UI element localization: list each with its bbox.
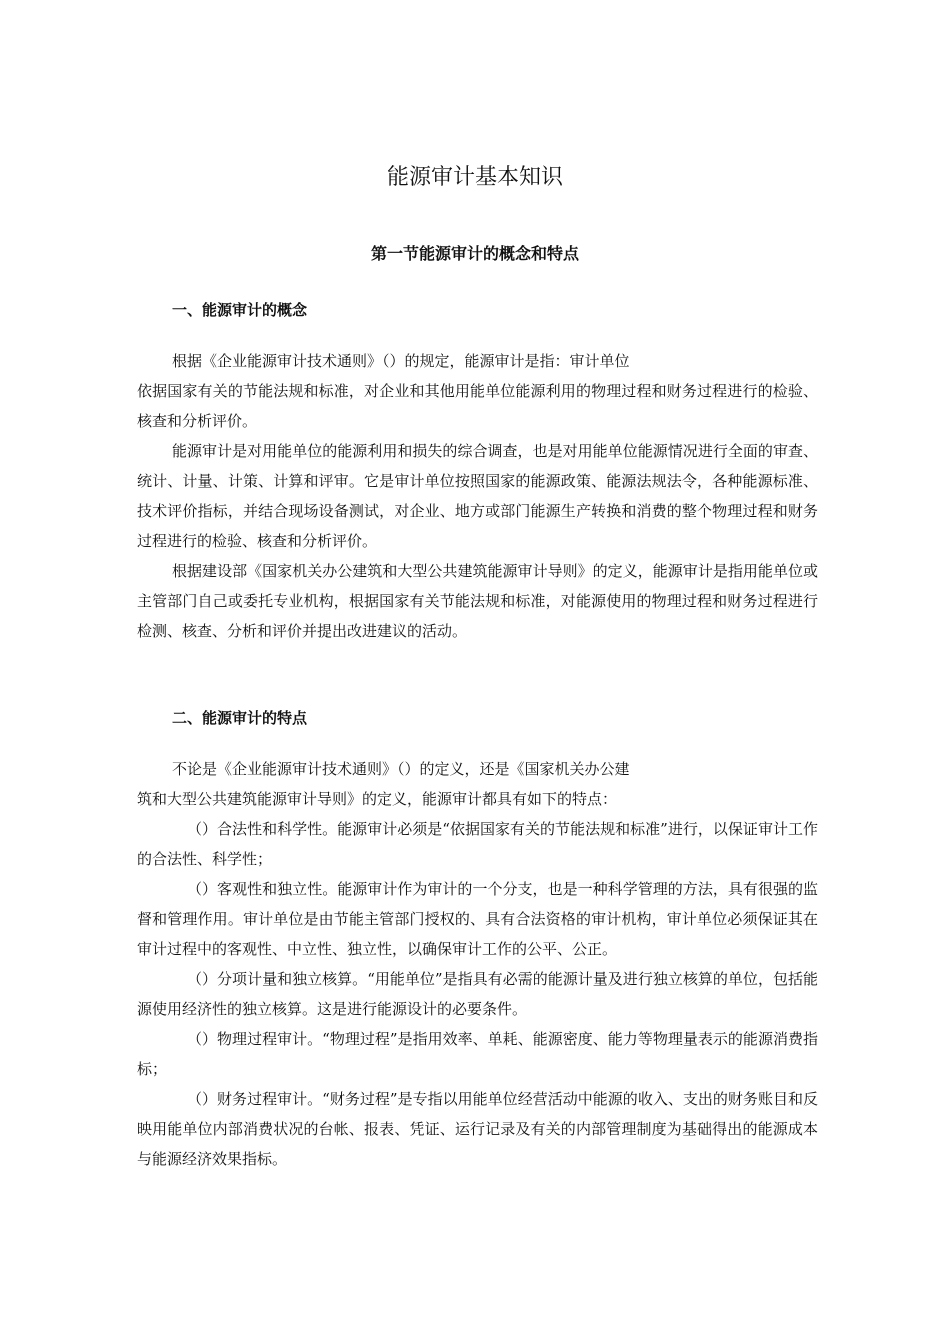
document-title: 能源审计基本知识 [386,165,563,190]
feature-item-metering: （）分项计量和独立核算。“用能单位”是指具有必需的能源计量及进行独立核算的单位，包括能源使用经济性的独立核算。这是进行能源设计的必要条件。 [137,970,818,1018]
concept-paragraph-1-rest: 依据国家有关的节能法规和标准，对企业和其他用能单位能源利用的物理过程和财务过程进行的检验、核查和分析评价。 [137,382,818,430]
feature-item-physical-process: （）物理过程审计。“物理过程”是指用效率、单耗、能源密度、能力等物理量表示的能源消费指标； [137,1030,818,1078]
feature-item-legality: （）合法性和科学性。能源审计必须是“依据国家有关的节能法规和标准”进行，以保证审计工作的合法性、科学性； [137,820,818,868]
features-block [137,754,818,1174]
features-intro-line-1: 不论是《企业能源审计技术通则》（）的定义，还是《国家机关办公建 [172,760,630,778]
concept-paragraph-1-line-1: 根据《企业能源审计技术通则》（）的规定，能源审计是指：审计单位 [172,352,630,370]
feature-item-financial-process: （）财务过程审计。“财务过程”是专指以用能单位经营活动中能源的收入、支出的财务账目和反映用能单位内部消费状况的台帐、报表、凭证、运行记录及有关的内部管理制度为基础得出的能源成本与能源经济效果指标。 [137,1090,818,1168]
section-title: 第一节能源审计的概念和特点 [370,244,579,263]
features-intro-line-2: 筑和大型公共建筑能源审计导则》的定义，能源审计都具有如下的特点： [137,790,618,808]
heading-energy-audit-features: 二、能源审计的特点 [172,709,308,727]
concept-paragraph-2: 能源审计是对用能单位的能源利用和损失的综合调查，也是对用能单位能源情况进行全面的审查、统计、计量、计策、计算和评审。它是审计单位按照国家的能源政策、能源法规法令，各种能源标准、技术评价指标，并结合现场设备测试，对企业、地方或部门能源生产转换和消费的整个物理过程和财务过程进行的检验、核查和分析评价。 [137,442,818,550]
concept-paragraph-3: 根据建设部《国家机关办公建筑和大型公共建筑能源审计导则》的定义，能源审计是指用能单位或主管部门自己或委托专业机构，根据国家有关节能法规和标准，对能源使用的物理过程和财务过程进行检测、核查、分析和评价并提出改进建议的活动。 [137,562,818,640]
heading-energy-audit-concept: 一、能源审计的概念 [172,301,308,319]
feature-item-objectivity: （）客观性和独立性。能源审计作为审计的一个分支，也是一种科学管理的方法，具有很强的监督和管理作用。审计单位是由节能主管部门授权的、具有合法资格的审计机构，审计单位必须保证其在审计过程中的客观性、中立性、独立性，以确保审计工作的公平、公正。 [137,880,818,958]
concept-definition-block [137,346,818,646]
